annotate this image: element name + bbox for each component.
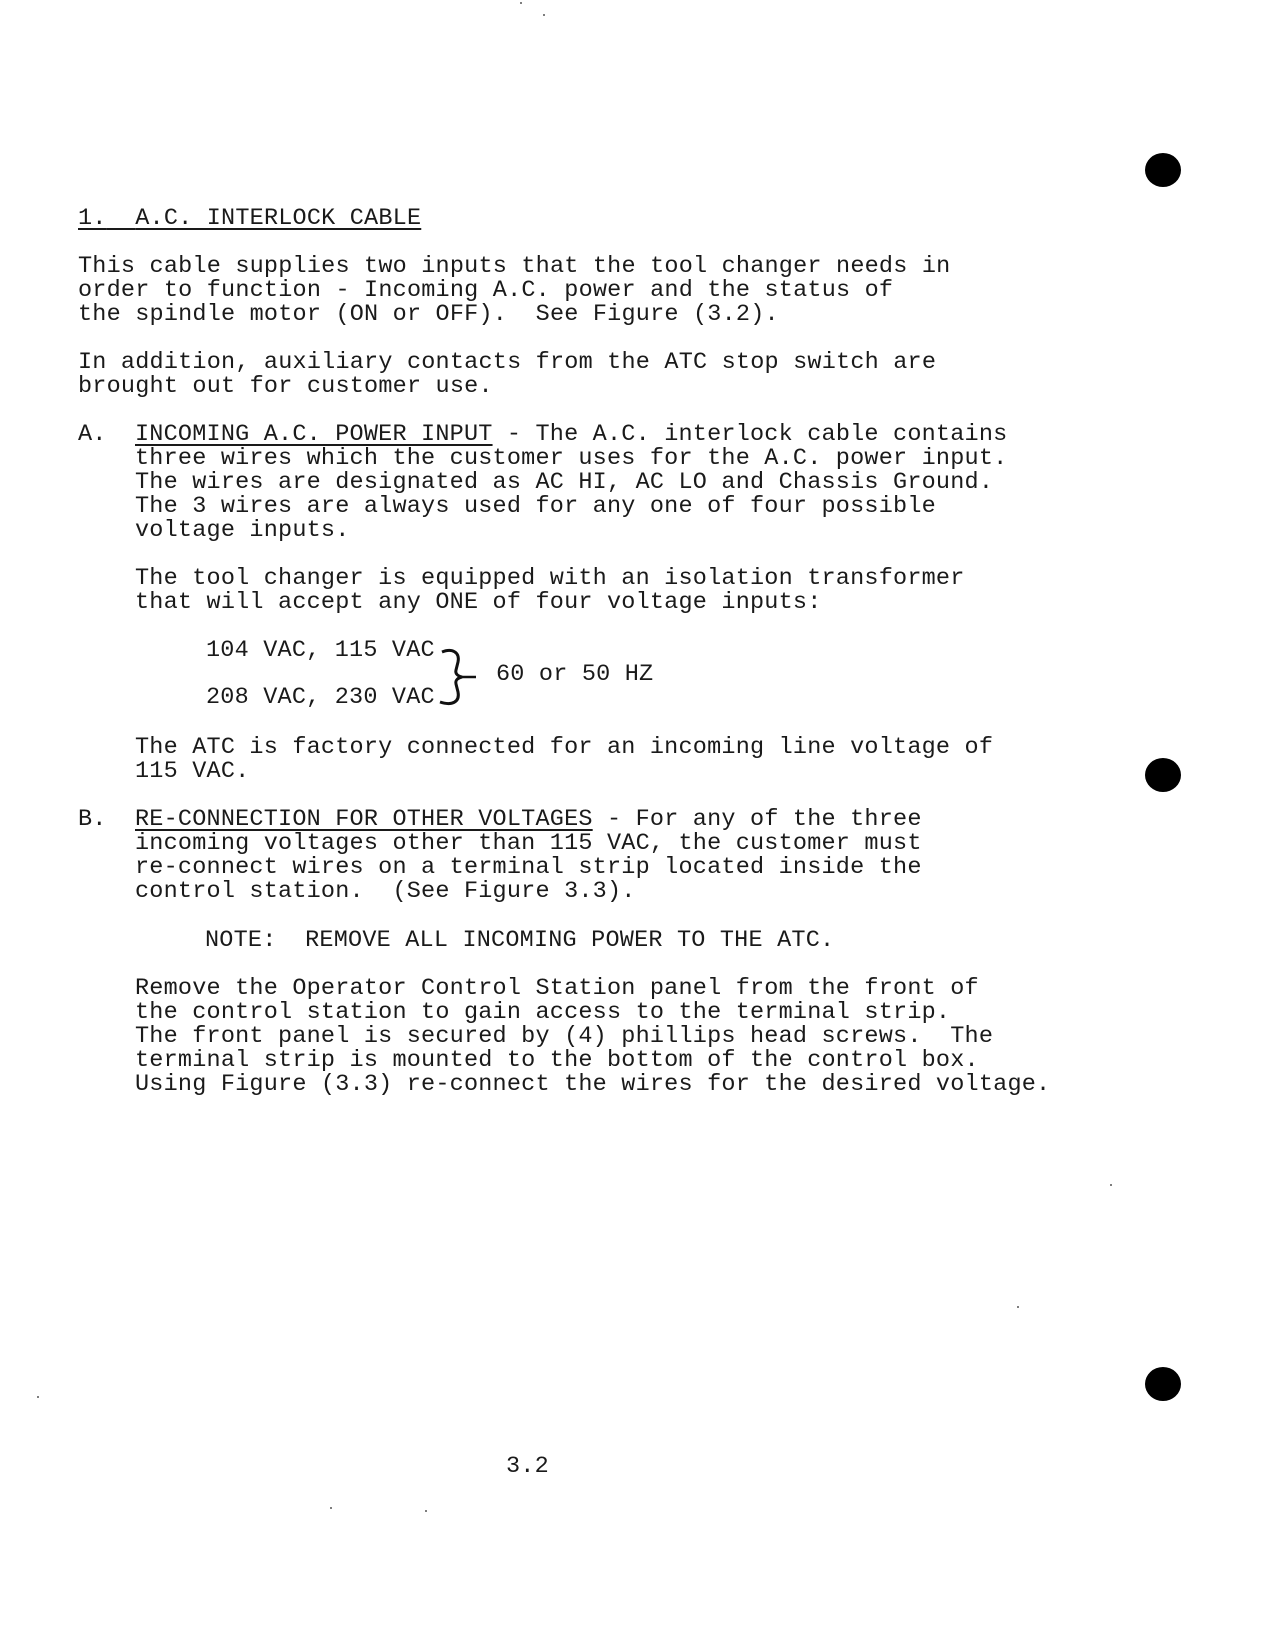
- punch-hole-top: [1145, 153, 1181, 187]
- scan-speck: [1017, 1306, 1019, 1308]
- punch-hole-bottom: [1145, 1367, 1181, 1401]
- scan-speck: [1110, 1184, 1112, 1186]
- addition-line: brought out for customer use.: [78, 373, 493, 400]
- item-a-first-line-rest: - The A.C. interlock cable contains: [492, 421, 1008, 448]
- note-line: NOTE: REMOVE ALL INCOMING POWER TO THE ATC.: [205, 927, 835, 954]
- scan-speck: [543, 14, 545, 16]
- voltage-row-1: 104 VAC, 115 VAC: [206, 637, 435, 664]
- item-a-heading: INCOMING A.C. POWER INPUT: [135, 421, 493, 448]
- scan-speck: [425, 1510, 427, 1512]
- section-number: 1.: [78, 205, 107, 232]
- scan-speck: [330, 1507, 332, 1509]
- item-a-first-line: [135, 423, 1007, 448]
- item-b-line: incoming voltages other than 115 VAC, the customer must: [135, 830, 922, 857]
- item-a-line: The 3 wires are always used for any one of four possible: [135, 493, 936, 520]
- page-number: 3.2: [506, 1453, 549, 1480]
- factory-line: 115 VAC.: [135, 758, 250, 785]
- remove-line: Using Figure (3.3) re-connect the wires for the desired voltage.: [135, 1071, 1051, 1098]
- transformer-line: that will accept any ONE of four voltage inputs:: [135, 589, 822, 616]
- scan-speck: [37, 1396, 39, 1398]
- scan-speck: [520, 2, 522, 4]
- item-b-first-line: [135, 808, 922, 833]
- punch-hole-middle: [1145, 758, 1181, 792]
- transformer-line: The tool changer is equipped with an isolation transformer: [135, 565, 965, 592]
- section-heading: [78, 207, 421, 232]
- remove-line: terminal strip is mounted to the bottom of the control box.: [135, 1047, 979, 1074]
- item-a-marker: A.: [78, 421, 107, 448]
- factory-line: The ATC is factory connected for an incoming line voltage of: [135, 734, 994, 761]
- item-a-line: three wires which the customer uses for the A.C. power input.: [135, 445, 1008, 472]
- frequency-label: 60 or 50 HZ: [496, 661, 654, 688]
- item-a-line: The wires are designated as AC HI, AC LO and Chassis Ground.: [135, 469, 994, 496]
- item-b-line: control station. (See Figure 3.3).: [135, 878, 636, 905]
- item-b-marker: B.: [78, 806, 107, 833]
- remove-line: the control station to gain access to the terminal strip.: [135, 999, 951, 1026]
- intro-line: the spindle motor (ON or OFF). See Figure (3.2).: [78, 301, 779, 328]
- section-title: A.C. INTERLOCK CABLE: [135, 205, 422, 232]
- intro-line: This cable supplies two inputs that the tool changer needs in: [78, 253, 951, 280]
- remove-line: Remove the Operator Control Station panel from the front of: [135, 975, 979, 1002]
- item-b-line: re-connect wires on a terminal strip located inside the: [135, 854, 922, 881]
- remove-line: The front panel is secured by (4) phillips head screws. The: [135, 1023, 994, 1050]
- item-b-first-line-rest: - For any of the three: [592, 806, 922, 833]
- item-a-line: voltage inputs.: [135, 517, 350, 544]
- addition-line: In addition, auxiliary contacts from the ATC stop switch are: [78, 349, 937, 376]
- brace-icon: [436, 646, 492, 708]
- voltage-row-2: 208 VAC, 230 VAC: [206, 684, 435, 711]
- item-b-heading: RE-CONNECTION FOR OTHER VOLTAGES: [135, 806, 593, 833]
- intro-line: order to function - Incoming A.C. power and the status of: [78, 277, 894, 304]
